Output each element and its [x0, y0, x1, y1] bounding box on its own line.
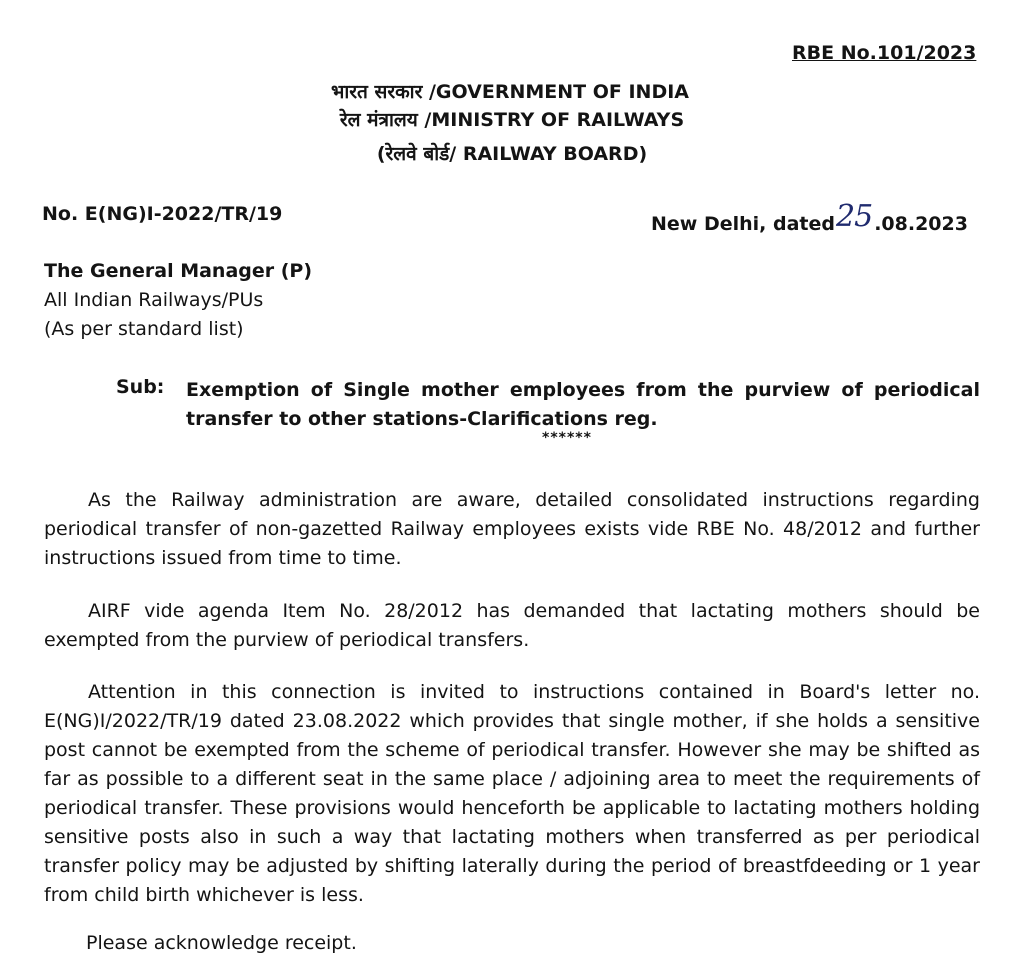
subject-label: Sub:: [116, 376, 165, 398]
subject-text: Exemption of Single mother employees from the purview of periodical transfer to other stations-Clarifications reg.: [186, 379, 980, 430]
addressee-line-3: (As per standard list): [44, 318, 244, 340]
header-board: (रेलवे बोर्ड/ RAILWAY BOARD): [376, 143, 648, 165]
handwritten-day: 25: [836, 199, 873, 234]
paragraph-2: [44, 597, 980, 655]
header-ministry: रेल मंत्रालय /MINISTRY OF RAILWAYS: [339, 109, 685, 131]
paragraph-1-text: As the Railway administration are aware, detailed consolidated instructions regarding periodical transfer of non-gazetted Railway employees exists vide RBE No. 48/2012 and further instructions issued from time to time.: [44, 489, 980, 569]
paragraph-3: [44, 678, 980, 910]
addressee-line-2: All Indian Railways/PUs: [44, 289, 264, 311]
rbe-reference-number: RBE No.101/2023: [792, 42, 977, 64]
paragraph-1: [44, 486, 980, 573]
file-number: No. E(NG)I-2022/TR/19: [42, 203, 283, 225]
date-line: [651, 199, 968, 238]
addressee-line-1: The General Manager (P): [44, 260, 313, 282]
date-prefix: New Delhi, dated: [651, 213, 835, 235]
acknowledge-line: Please acknowledge receipt.: [86, 932, 357, 954]
paragraph-2-text: AIRF vide agenda Item No. 28/2012 has demanded that lactating mothers should be exempted from the purview of periodical transfers.: [44, 600, 980, 651]
date-suffix: .08.2023: [874, 213, 968, 235]
paragraph-3-text: Attention in this connection is invited to instructions contained in Board's letter no. E(NG)I/2022/TR/19 dated 23.08.2022 which provides that single mother, if she holds a sensitive post cannot be exempted from the scheme of periodical transfer. However she may be shifted as far as possible to a different seat in the same place / adjoining area to meet the requirements of periodical transfer. These provisions would henceforth be applicable to lactating mothers holding sensitive posts also in such a way that lactating mothers when transferred as per periodical transfer policy may be adjusted by shifting laterally during the period of breastfdeeding or 1 year from child birth whichever is less.: [44, 681, 980, 906]
separator-stars: ******: [542, 430, 592, 446]
header-government: भारत सरकार /GOVERNMENT OF INDIA: [330, 81, 690, 103]
